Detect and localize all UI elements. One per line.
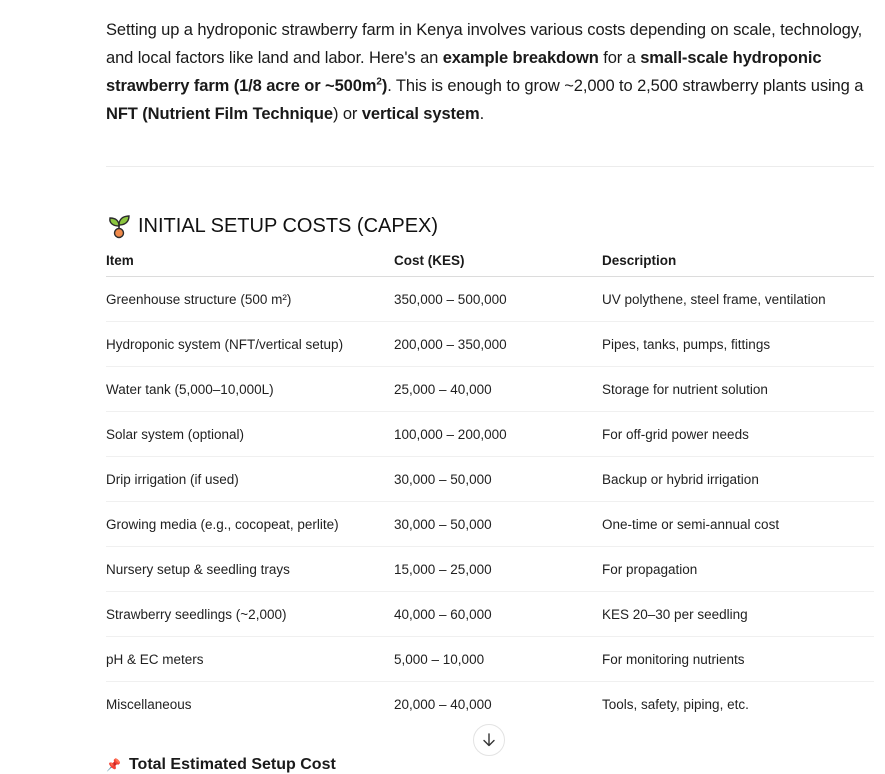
table-row [106,547,874,592]
cell-item: Strawberry seedlings (~2,000) [106,592,394,637]
table-row [106,412,874,457]
cell-description: For monitoring nutrients [602,637,874,682]
section-heading [106,211,874,241]
divider [106,166,874,167]
table-row [106,637,874,682]
scroll-to-bottom-button[interactable] [473,724,505,756]
header-cost: Cost (KES) [394,253,602,277]
table-row [106,367,874,412]
intro-bold-text: 2 [376,76,382,88]
next-section-heading [106,756,336,774]
capex-table [106,253,874,726]
cell-cost: 40,000 – 60,000 [394,592,602,637]
intro-text: ) or [332,105,362,123]
intro-bold-text: ) [381,77,388,95]
arrow-down-icon [481,732,497,748]
cell-item: pH & EC meters [106,637,394,682]
intro-bold-text: small-scale hydroponic strawberry farm (1/8 acre or ~500m [106,49,822,95]
cell-description: Backup or hybrid irrigation [602,457,874,502]
cell-cost: 15,000 – 25,000 [394,547,602,592]
table-row [106,322,874,367]
table-row [106,457,874,502]
table-row [106,502,874,547]
intro-bold-text: vertical system [361,105,480,123]
header-item: Item [106,253,394,277]
cell-item: Solar system (optional) [106,412,394,457]
table-row [106,682,874,727]
cell-description: Tools, safety, piping, etc. [602,696,749,712]
message-content [106,16,874,726]
cell-description: Storage for nutrient solution [602,367,874,412]
cell-item: Nursery setup & seedling trays [106,547,394,592]
cell-item: Water tank (5,000–10,000L) [106,367,394,412]
cell-cost: 100,000 – 200,000 [394,412,602,457]
intro-paragraph [106,16,874,128]
next-section-title: Total Estimated Setup Cost [128,756,336,773]
table-header-row [106,253,874,277]
intro-text: for a [598,49,641,67]
cell-item: Hydroponic system (NFT/vertical setup) [106,322,394,367]
cell-cost: 30,000 – 50,000 [394,457,602,502]
intro-bold-text: example breakdown [442,49,599,67]
cell-item: Miscellaneous [106,696,192,712]
cell-description: Pipes, tanks, pumps, fittings [602,322,874,367]
cell-cost: 200,000 – 350,000 [394,322,602,367]
cell-description: One-time or semi-annual cost [602,502,874,547]
section-title: INITIAL SETUP COSTS (CAPEX) [138,214,439,237]
intro-text: . [479,105,485,123]
cell-cost: 5,000 – 10,000 [394,637,602,682]
cell-item: Growing media (e.g., cocopeat, perlite) [106,502,394,547]
cell-cost: 30,000 – 50,000 [394,502,602,547]
cell-cost: 25,000 – 40,000 [394,367,602,412]
header-description: Description [602,253,874,277]
cell-item: Drip irrigation (if used) [106,457,394,502]
cell-description: For propagation [602,547,874,592]
cell-description: UV polythene, steel frame, ventilation [602,277,874,322]
intro-bold-text: NFT (Nutrient Film Technique [106,105,333,123]
seedling-icon [106,213,132,239]
cell-cost: 350,000 – 500,000 [394,277,602,322]
table-row [106,592,874,637]
pin-icon: 📌 [106,758,121,772]
cell-cost: 20,000 – 40,000 [394,696,492,712]
cell-description: For off-grid power needs [602,412,874,457]
cell-description: KES 20–30 per seedling [602,592,874,637]
intro-text: Setting up a hydroponic strawberry farm in Kenya involves various costs depending on scale, technology, and local factors like land and labor. Here's an [106,21,863,67]
table-row [106,277,874,322]
intro-text: . This is enough to grow ~2,000 to 2,500 strawberry plants using a [387,77,864,95]
cell-item: Greenhouse structure (500 m²) [106,277,394,322]
